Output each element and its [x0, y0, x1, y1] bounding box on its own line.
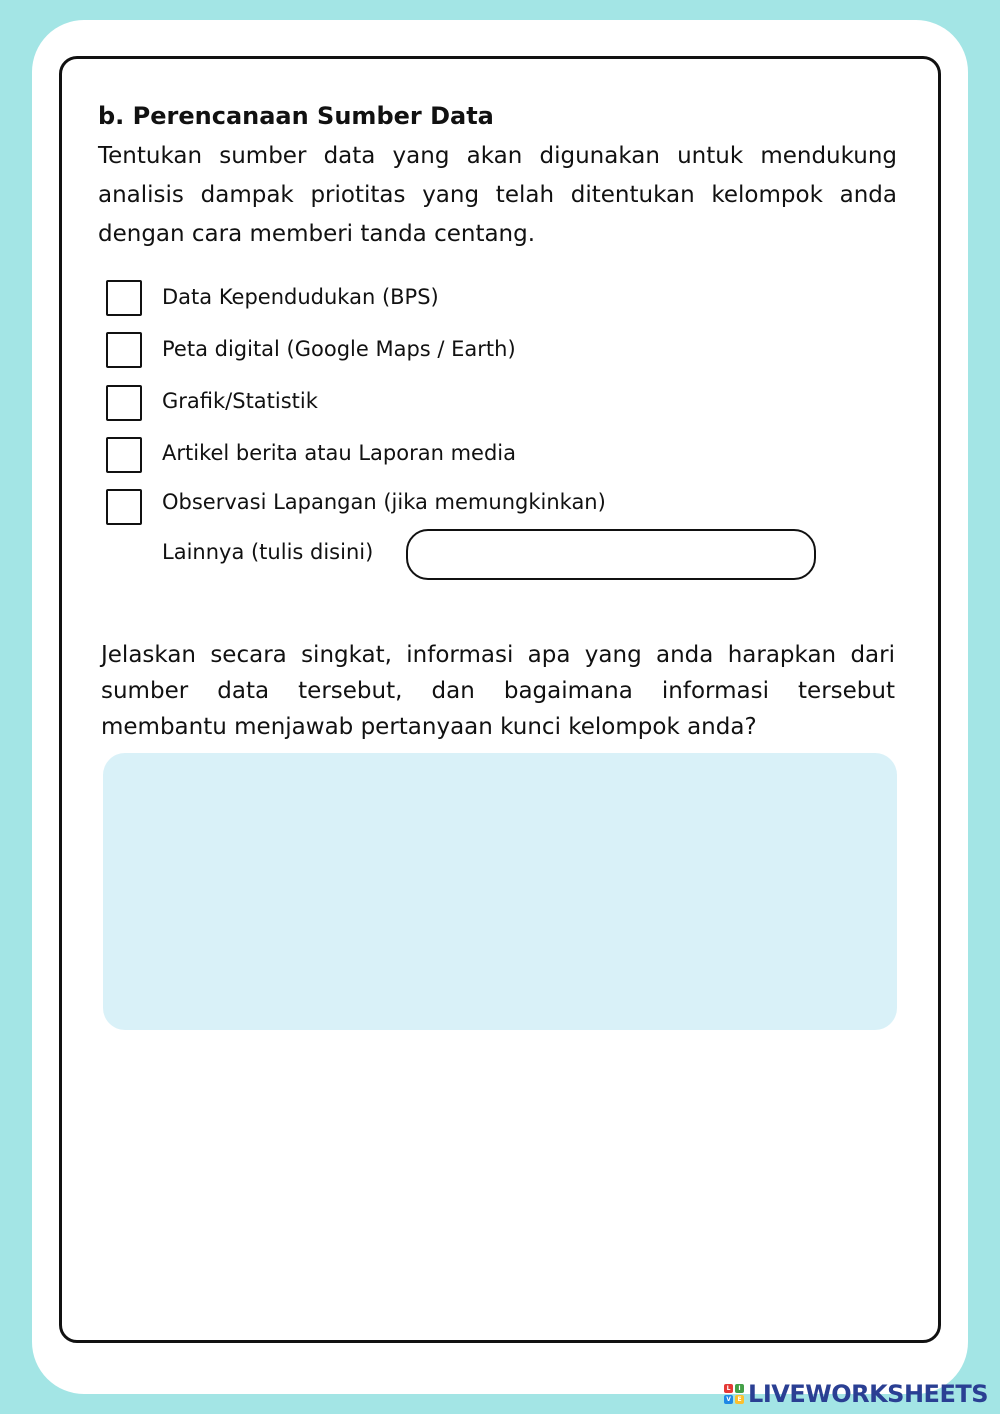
logo-tile-e: E	[735, 1395, 744, 1404]
option-label-data-kependudukan: Data Kependudukan (BPS)	[162, 285, 439, 309]
other-source-input[interactable]	[406, 529, 816, 580]
logo-tile-i: I	[735, 1384, 744, 1393]
checkbox-peta-digital[interactable]	[106, 332, 142, 368]
liveworksheets-logo-icon	[724, 1384, 744, 1404]
option-label-artikel-berita: Artikel berita atau Laporan media	[162, 441, 517, 465]
liveworksheets-logo-text: LIVEWORKSHEETS	[748, 1380, 988, 1408]
checkbox-artikel-berita[interactable]	[106, 437, 142, 473]
logo-tile-v: V	[724, 1395, 733, 1404]
option-label-peta-digital: Peta digital (Google Maps / Earth)	[162, 337, 516, 361]
section-heading: b. Perencanaan Sumber Data	[98, 102, 494, 130]
logo-tile-l: L	[724, 1384, 733, 1393]
other-label: Lainnya (tulis disini)	[162, 540, 374, 564]
checkbox-observasi-lapangan[interactable]	[106, 489, 142, 525]
checkbox-data-kependudukan[interactable]	[106, 280, 142, 316]
answer-textarea[interactable]	[103, 753, 897, 1030]
question-text: Jelaskan secara singkat, informasi apa yang anda harapkan dari sumber data tersebut, dan bagaimana informasi tersebut membantu menjawab pertanyaan kunci kelompok anda?	[101, 642, 895, 740]
liveworksheets-logo	[724, 1380, 988, 1408]
option-label-observasi-lapangan: Observasi Lapangan (jika memungkinkan)	[162, 490, 606, 514]
checkbox-grafik-statistik[interactable]	[106, 385, 142, 421]
instruction-text: Tentukan sumber data yang akan digunakan untuk mendukung analisis dampak priotitas yang telah ditentukan kelompok anda dengan cara memberi tanda centang.	[98, 143, 897, 247]
option-label-grafik-statistik: Grafik/Statistik	[162, 389, 318, 413]
